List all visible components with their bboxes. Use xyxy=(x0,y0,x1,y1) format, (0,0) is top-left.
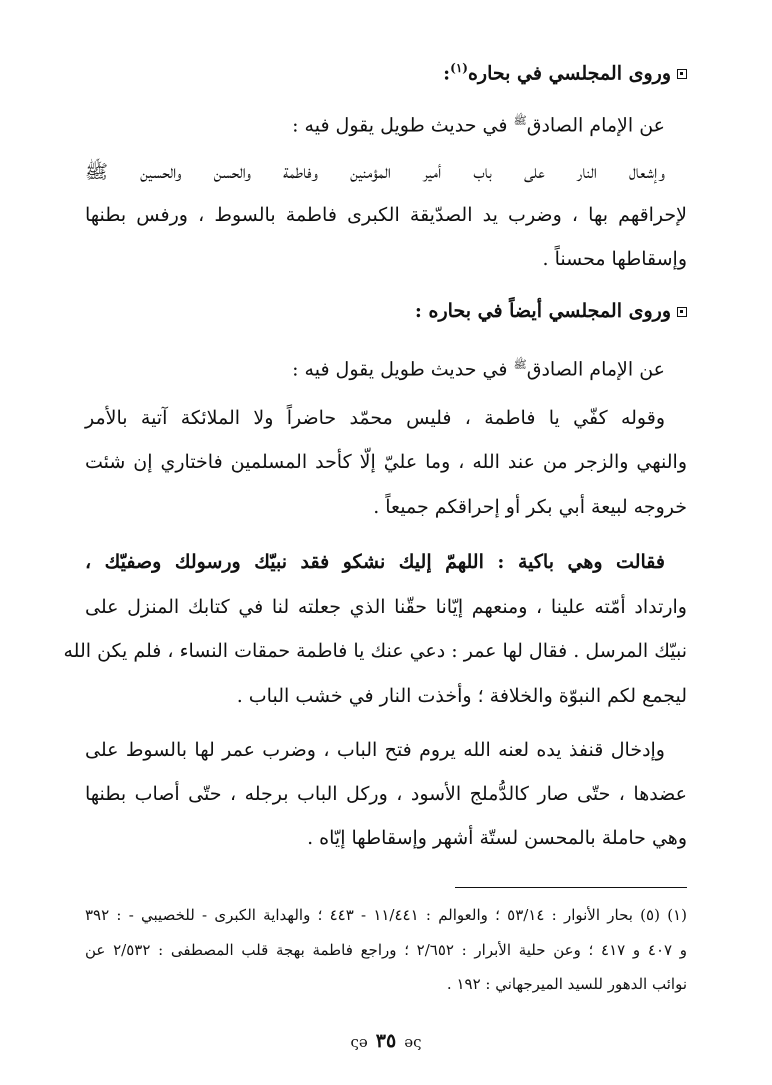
p5-bold-a: فقالت وهي باكية : xyxy=(497,551,665,573)
paragraph-6-line-1: وإدخال قنفذ يده لعنه الله يروم فتح الباب ، وضرب عمر لها بالسوط على xyxy=(85,739,665,761)
heading-1-colon: : xyxy=(443,62,451,85)
square-bullet-icon xyxy=(677,307,687,317)
ornament-left-icon: ςə xyxy=(350,1033,368,1051)
paragraph-5-line-1 xyxy=(85,547,665,577)
ornament-right-icon: əς xyxy=(404,1033,422,1051)
paragraph-2-line-2: لإحراقهم بها ، وضرب يد الصدّيقة الكبرى فاطمة بالسوط ، ورفس بطنها xyxy=(85,204,687,226)
p3-text-b: في حديث طويل يقول فيه : xyxy=(292,358,514,381)
page-number-footer xyxy=(0,1030,772,1052)
p1-text-b: في حديث طويل يقول فيه : xyxy=(292,114,514,137)
paragraph-5-line-2: وارتداد أمّته علينا ، ومنعهم إيّانا حقّنا الذي جعلته لنا في كتابك المنزل على xyxy=(85,596,687,618)
section-heading-1 xyxy=(85,53,687,88)
paragraph-4-line-3: خروجه لبيعة أبي بكر أو إحراقكم جميعاً . xyxy=(373,496,687,518)
p1-text-a: عن الإمام الصادق xyxy=(526,114,665,137)
paragraph-6-line-2: عضدها ، حتّى صار كالدُّملج الأسود ، وركل الباب برجله ، حتّى أصاب بطنها xyxy=(85,783,687,805)
paragraph-4-line-1: وقوله كفّي يا فاطمة ، فليس محمّد حاضراً ولا الملائكة آتية بالأمر xyxy=(85,407,665,429)
paragraph-4-line-2: والنهي والزجر من عند الله ، وما عليّ إلّا كأحد المسلمين فاختاري إن شئت xyxy=(85,451,687,473)
section-heading-2 xyxy=(85,296,687,326)
heading-1-text: وروى المجلسي في بحاره xyxy=(467,62,671,85)
footnote-line-1: (١) (٥) بحار الأنوار : ٥٣/١٤ ؛ والعوالم : ١١/٤٤١ - ٤٤٣ ؛ والهداية الكبرى - للخصيبي - : ٣٩٢ xyxy=(85,906,687,924)
honorific-glyph: ﷺ xyxy=(513,358,527,371)
p3-text-a: عن الإمام الصادق xyxy=(526,358,665,381)
heading-2-text: وروى المجلسي أيضاً في بحاره : xyxy=(414,300,671,322)
footnote-line-2: و ٤٠٧ و ٤١٧ ؛ وعن حلية الأبرار : ٢/٦٥٢ ؛ وراجع فاطمة بهجة قلب المصطفى : ٢/٥٣٢ عن xyxy=(85,941,688,959)
honorific-glyph: ﷺ xyxy=(513,114,527,127)
paragraph-2-line-3: وإسقاطها محسناً . xyxy=(542,248,687,270)
paragraph-2-line-1: وإشعال النار على باب أمير المؤمنين وفاطمة والحسن والحسين ﷺ xyxy=(85,161,665,183)
page-number: ٣٥ xyxy=(375,1030,397,1052)
square-bullet-icon xyxy=(677,69,687,79)
paragraph-3-line-1 xyxy=(85,350,665,384)
paragraph-1-line-1 xyxy=(85,106,665,140)
footnote-separator xyxy=(455,887,687,888)
p5-bold-b: اللهمّ إليك نشكو فقد نبيّك ورسولك وصفيّك ، xyxy=(85,551,498,573)
paragraph-5-line-4: ليجمع لكم النبوّة والخلافة ؛ وأخذت النار في خشب الباب . xyxy=(236,685,687,707)
footnote-ref: (١) xyxy=(450,61,468,75)
paragraph-5-line-3: نبيّك المرسل . فقال لها عمر : دعي عنك يا فاطمة حمقات النساء ، فلم يكن الله xyxy=(63,640,687,662)
footnote-line-3: نوائب الدهور للسيد الميرجهاني : ١٩٢ . xyxy=(446,975,687,993)
paragraph-6-line-3: وهي حاملة بالمحسن لستّة أشهر وإسقاطها إيّاه . xyxy=(307,827,687,849)
